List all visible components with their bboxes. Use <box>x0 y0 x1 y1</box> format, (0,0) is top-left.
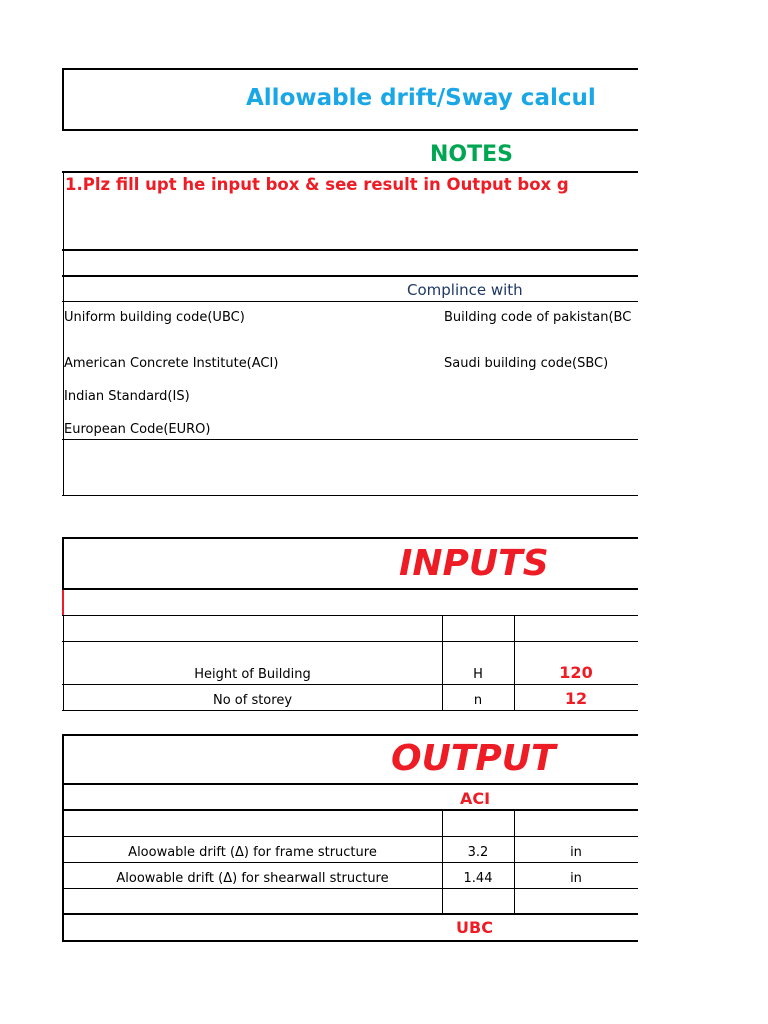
output-frame-value: 3.2 <box>467 845 489 860</box>
inputs-heading: INPUTS <box>399 543 549 584</box>
input-marker <box>62 590 64 615</box>
page-title: Allowable drift/Sway calcul <box>246 85 596 111</box>
input-storey-value[interactable]: 12 <box>564 689 588 708</box>
input-height-label: Height of Building <box>194 667 311 682</box>
code-sbc: Saudi building code(SBC) <box>444 356 609 371</box>
notes-line-1: 1.Plz fill upt he input box & see result in Output box g <box>65 175 569 194</box>
output-shearwall-value: 1.44 <box>463 871 493 886</box>
output-shearwall-unit: in <box>570 871 582 886</box>
input-height-symbol: H <box>473 667 483 682</box>
output-frame-label: Aloowable drift (Δ) for frame structure <box>128 845 377 860</box>
output-frame-unit: in <box>570 845 582 860</box>
code-ubc: Uniform building code(UBC) <box>64 310 245 325</box>
ubc-heading: UBC <box>456 918 493 937</box>
input-storey-symbol: n <box>473 693 483 708</box>
code-euro: European Code(EURO) <box>64 422 211 437</box>
code-aci: American Concrete Institute(ACI) <box>64 356 279 371</box>
notes-heading: NOTES <box>430 142 513 167</box>
output-heading: OUTPUT <box>391 738 556 779</box>
code-bcp: Building code of pakistan(BC <box>444 310 632 325</box>
aci-heading: ACI <box>460 789 491 808</box>
code-is: Indian Standard(IS) <box>64 389 190 404</box>
input-storey-label: No of storey <box>212 693 293 708</box>
output-shearwall-label: Aloowable drift (Δ) for shearwall structure <box>116 871 389 886</box>
input-height-value[interactable]: 120 <box>559 663 593 682</box>
compliance-heading: Complince with <box>407 281 523 299</box>
